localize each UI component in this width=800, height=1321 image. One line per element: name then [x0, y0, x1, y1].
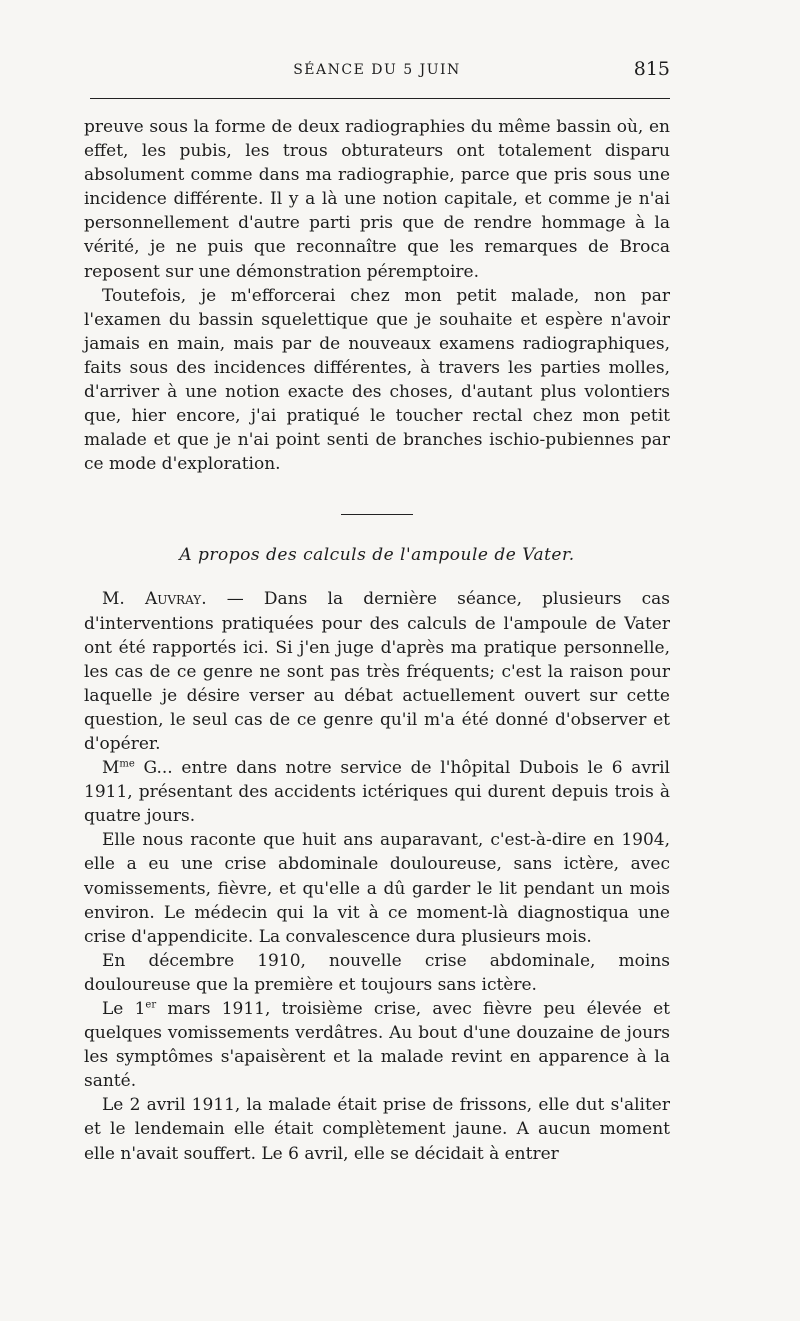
speaker-name: Auvray	[144, 589, 202, 610]
header-rule	[90, 98, 670, 99]
section-divider	[341, 514, 413, 515]
paragraph-text: . — Dans la dernière séance, plusieurs cas d'interventions pratiquées pour des calculs de l'ampoule de Vater ont été rapportés ici. Si j'en juge d'après ma pratique personnelle, les cas de ce genre ne sont pas très fréquents; c'est la raison pour laquelle je désire verser au débat actuellement ouvert sur cette question, le seul cas de ce genre qu'il m'a été donné d'observer et d'opérer.	[84, 589, 670, 754]
section-title: A propos des calculs de l'ampoule de Vater.	[179, 545, 575, 566]
date-prefix: Le 1	[102, 999, 146, 1019]
abbrev: M	[102, 758, 120, 779]
paragraph: En décembre 1910, nouvelle crise abdominale, moins douloureuse que la première et toujours sans ictère.	[84, 950, 670, 995]
paragraph: Le 2 avril 1911, la malade était prise de frissons, elle dut s'aliter et le lendemain elle était complètement jaune. A aucun moment elle n'avait souffert. Le 6 avril, elle se décidait à entrer	[84, 1095, 670, 1164]
paragraph	[84, 756, 670, 828]
paragraph-text: mars 1911, troisième crise, avec fièvre peu élevée et quelques vomissements verdâtres. Au bout d'une douzaine de jours les symptômes s'apaisèrent et la malade revint en apparence à la santé.	[84, 999, 670, 1092]
paragraph-continued: preuve sous la forme de deux radiographies du même bassin où, en effet, les pubis, les trous obturateurs ont totalement disparu absolument comme dans ma radiographie, parce que pris sous une incidence différente. Il y a là une notion capitale, et comme je n'ai personnellement d'autre parti pris que de rendre hommage à la vérité, je ne puis que reconnaître que les remarques de Broca reposent sur une démonstration péremptoire.	[84, 117, 670, 282]
page-number: 815	[633, 58, 670, 80]
abbrev-sup: me	[119, 758, 135, 770]
book-page	[84, 58, 670, 1166]
paragraph-text: G... entre dans notre service de l'hôpital Dubois le 6 avril 1911, présentant des accidents ictériques qui durent depuis trois à quatre jours.	[84, 758, 670, 827]
paragraph: Toutefois, je m'efforcerai chez mon petit malade, non par l'examen du bassin squelettique que je souhaite et espère n'avoir jamais en main, mais par de nouveaux examens radiographiques, faits sous des incidences différentes, à travers les parties molles, d'arriver à une notion exacte des choses, d'autant plus volontiers que, hier encore, j'ai pratiqué le toucher rectal chez mon petit malade et que je n'ai point senti de branches ischio-pubiennes par ce mode d'exploration.	[84, 285, 670, 475]
paragraph-speaker	[84, 587, 670, 756]
page-header	[84, 58, 670, 86]
paragraph: Elle nous raconte que huit ans auparavant, c'est-à-dire en 1904, elle a eu une crise abdominale douloureuse, sans ictère, avec vomissements, fièvre, et qu'elle a dû garder le lit pendant un mois environ. Le médecin qui la vit à ce moment-là diagnostiqua une crise d'appendicite. La convalescence dura plusieurs mois.	[84, 830, 670, 947]
running-title: SÉANCE DU 5 JUIN	[293, 62, 461, 78]
paragraph	[84, 997, 670, 1093]
ordinal-sup: er	[145, 999, 157, 1011]
speaker-prefix: M.	[102, 589, 145, 610]
